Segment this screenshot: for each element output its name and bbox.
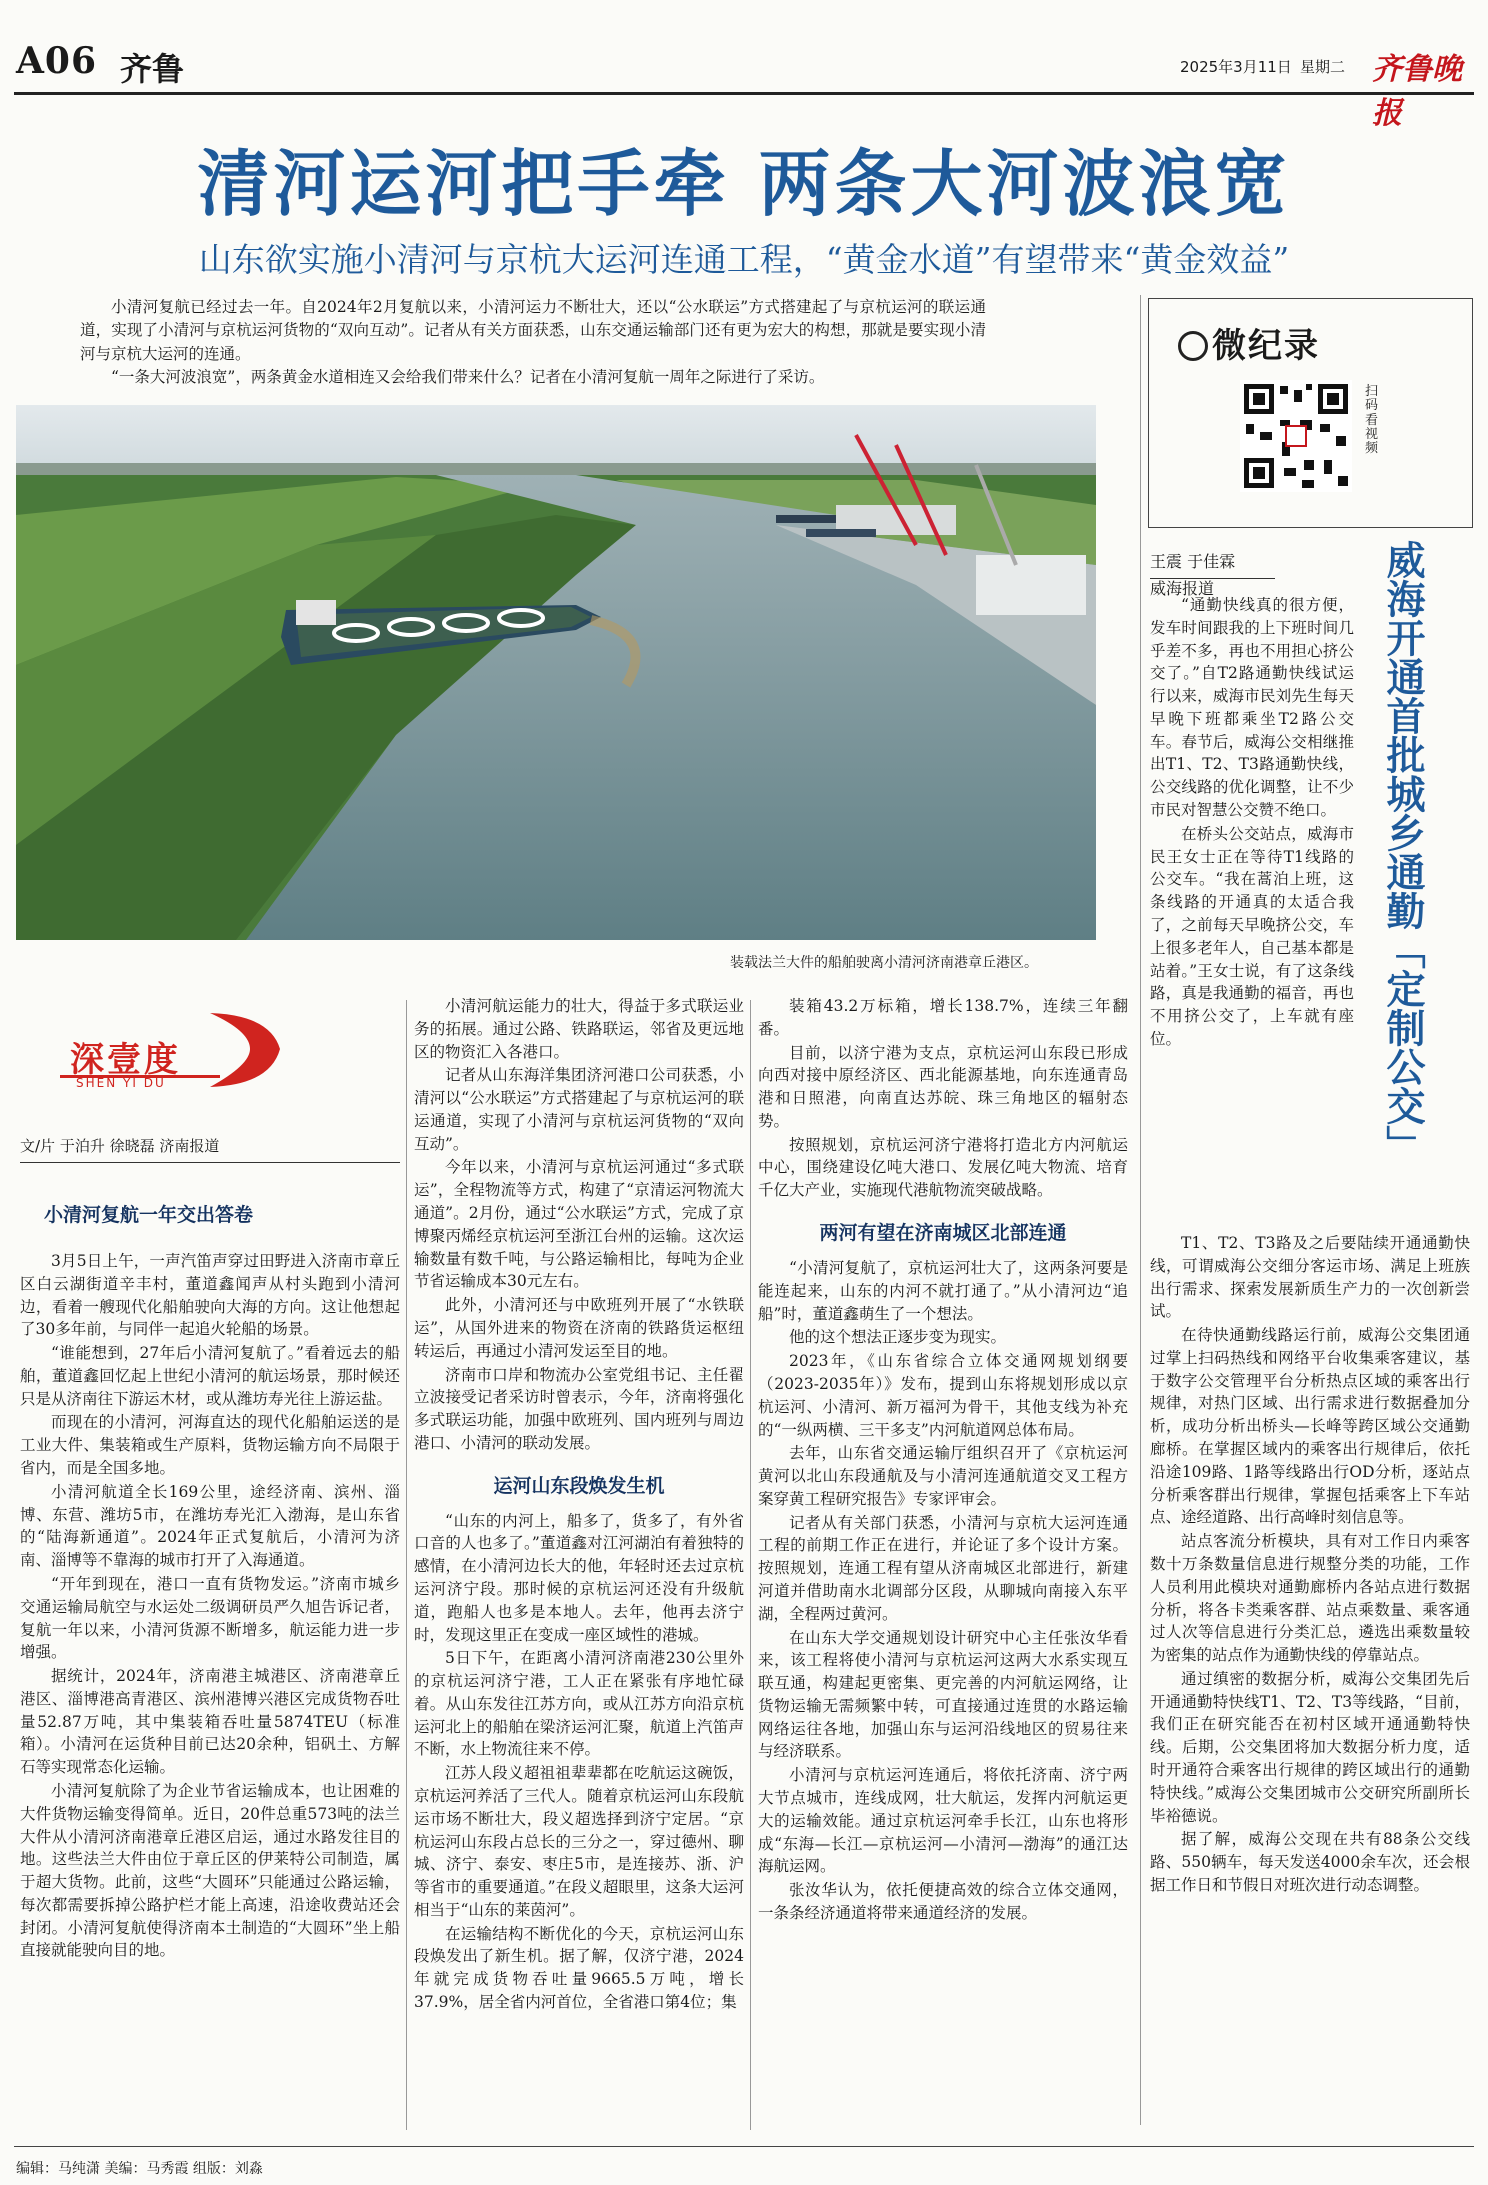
paragraph: 小清河复航除了为企业节省运输成本，也让困难的大件货物运输变得简单。近日，20件总重573吨的法兰大件从小清河济南港章丘港区启运，通过水路发往目的地。这些法兰大件由位于章丘区的伊莱特公司制造，属于超大货物。此前，这些“大圆环”只能通过公路运输，每次都需要拆掉公路护栏才能上高速，沿途收费站还会封闭。小清河复航使得济南本土制造的“大圆环”坐上船直接就能驶向目的地。 — [20, 1781, 400, 1960]
paragraph: 张汝华认为，依托便捷高效的综合立体交通网，一条条经济通道将带来通道经济的发展。 — [758, 1881, 1128, 1922]
issue-weekday: 星期二 — [1300, 58, 1346, 76]
paragraph: 据统计，2024年，济南港主城港区、济南港章丘港区、淄博港高青港区、滨州港博兴港区完成货物吞吐量52.87万吨，其中集装箱吞吐量5874TEU（标准箱）。小清河在运货种目前已达20余种，铝矾土、方解石等实现常态化运输。 — [20, 1667, 400, 1777]
paragraph: 此外，小清河还与中欧班列开展了“水铁联运”，从国外进来的物资在济南的铁路货运枢纽转运后，再通过小清河发运至目的地。 — [414, 1296, 744, 1360]
issue-date: 2025年3月11日 — [1180, 58, 1292, 76]
column-logo-text: 深壹度 — [70, 1040, 181, 1080]
byline: 文/片 于泊升 徐晓磊 济南报道 — [20, 1137, 220, 1155]
right-headline: 威海开通首批城乡通勤「定制公交」 — [1380, 540, 1426, 1164]
qr-code-icon[interactable] — [1240, 380, 1352, 492]
paragraph: 而现在的小清河，河海直达的现代化船舶运送的是工业大件、集装箱或生产原料，货物运输方向不局限于省内，而是全国多地。 — [20, 1413, 400, 1478]
paragraph: 2023年，《山东省综合立体交通网规划纲要（2023-2035年）》发布，提到山东将规划形成以京杭运河、小清河、新万福河为骨干，其他支线为补充的“一纵两横、三干多支”内河航道网总体布局。 — [758, 1352, 1128, 1439]
footer-credits: 编辑：马纯潇 美编：马秀霞 组版：刘淼 — [16, 2161, 263, 2177]
paragraph: 济南市口岸和物流办公室党组书记、主任翟立波接受记者采访时曾表示，今年，济南将强化多式联运功能，加强中欧班列、国内班列与周边港口、小清河的联动发展。 — [414, 1365, 744, 1452]
column-divider — [406, 1000, 407, 2130]
qr-hint: 扫码看视频 — [1365, 384, 1379, 457]
lead-para: “一条大河波浪宽”，两条黄金水道相连又会给我们带来什么？记者在小清河复航一周年之际进行了采访。 — [111, 367, 825, 386]
right-article-bottom — [1150, 1232, 1470, 2182]
page-number: A06 — [16, 40, 98, 82]
paragraph: “谁能想到，27年后小清河复航了。”看着远去的船舶，董道鑫回忆起上世纪小清河的航运场景，那时候还只是从济南往下游运木材，或从潍坊寿光往上游运盐。 — [20, 1344, 400, 1408]
lead-para: 小清河复航已经过去一年。自2024年2月复航以来，小清河运力不断壮大，还以“公水联运”方式搭建起了与京杭运河的联运通道，实现了小清河与京杭运河货物的“双向互动”。记者从有关方面获悉，山东交通运输部门还有更为宏大的构想，那就是要实现小清河与京杭大运河的连通。 — [80, 298, 986, 363]
paragraph: 按照规划，京杭运河济宁港将打造北方内河航运中心，围绕建设亿吨大港口、发展亿吨大物流、培育千亿大产业，实施现代港航物流突破战略。 — [758, 1135, 1128, 1200]
paragraph: 他的这个想法正逐步变为现实。 — [789, 1328, 1007, 1347]
paragraph: 通过缜密的数据分析，威海公交集团先后开通通勤特快线T1、T2、T3等线路，“目前，我们正在研究能否在初村区域开通通勤特快线。后期，公交集团将加大数据分析力度，适时开通符合乘客出行规律的跨区域出行的通勤特快线。”威海公交集团城市公交研究所副所长毕裕德说。 — [1150, 1669, 1470, 1825]
paragraph: 在山东大学交通规划设计研究中心主任张汝华看来，该工程将使小清河与京杭运河这两大水系实现互联互通，构建起更密集、更完善的内河航运网络，让货物运输无需频繁中转，可直接通过连贯的水路运输网络运往各地，加强山东与运河沿线地区的贸易往来与经济联系。 — [758, 1628, 1128, 1761]
camera-icon — [1178, 331, 1208, 361]
paragraph: 小清河航道全长169公里，途经济南、滨州、淄博、东营、潍坊5市，在潍坊寿光汇入渤海，是山东省的“陆海新通道”。2024年正式复航后，小清河为济南、淄博等不靠海的城市打开了入海通道。 — [20, 1482, 400, 1570]
paragraph: 江苏人段义超祖祖辈辈都在吃航运这碗饭，京杭运河养活了三代人。随着京杭运河山东段航运市场不断壮大，段义超选择到济宁定居。“京杭运河山东段占总长的三分之一，穿过德州、聊城、济宁、泰安、枣庄5市，是连接苏、浙、沪等省市的重要通道。”在段义超眼里，这条大运河相当于“山东的莱茵河”。 — [414, 1764, 744, 1919]
paragraph: 记者从有关部门获悉，小清河与京杭大运河连通工程的前期工作正在进行，并论证了多个设计方案。按照规划，连通工程有望从济南城区北部进行，新建河道并借助南水北调部分区段，从聊城向南接入东平湖，全程两过黄河。 — [758, 1513, 1128, 1623]
right-byline-place: 威海报道 — [1150, 579, 1215, 599]
river-port-photo — [16, 405, 1096, 940]
paragraph: 记者从山东海洋集团济河港口公司获悉，小清河以“公水联运”方式搭建起了与京杭运河的联运通道，实现了小清河与京杭运河货物的“双向互动”。 — [414, 1066, 744, 1153]
paragraph: 今年以来，小清河与京杭运河通过“多式联运”，全程物流等方式，构建了“京清运河物流大通道”。2月份，通过“公水联运”方式，完成了京博聚丙烯经京杭运河至浙江台州的运输。这次运输数量有数千吨，与公路运输相比，每吨为企业节省运输成本30元左右。 — [414, 1158, 744, 1291]
column-divider — [750, 1000, 751, 2130]
footer-rule — [14, 2146, 1474, 2147]
paragraph: 去年，山东省交通运输厅组织召开了《京杭运河黄河以北山东段通航及与小清河连通航道交叉工程方案穿黄工程研究报告》专家评审会。 — [758, 1444, 1128, 1508]
section-heading: 两河有望在济南城区北部连通 — [819, 1222, 1067, 1245]
byline-rule — [20, 1162, 400, 1163]
newspaper-logo: 齐鲁晚报 — [1372, 52, 1462, 131]
article-column-3 — [758, 995, 1128, 2185]
header-rule — [14, 92, 1474, 95]
column-divider — [1140, 295, 1141, 2125]
photo-caption: 装载法兰大件的船舶驶离小清河济南港章丘港区。 — [730, 955, 1038, 971]
article-column-1 — [20, 1250, 400, 2185]
paragraph: 装箱43.2万标箱，增长138.7%，连续三年翻番。 — [758, 997, 1128, 1038]
paragraph: 3月5日上午，一声汽笛声穿过田野进入济南市章丘区白云湖街道辛丰村，董道鑫闻声从村头跑到小清河边，看着一艘现代化船舶驶向大海的方向。这让他想起了30多年前，与同伴一起追火轮船的场景。 — [20, 1252, 400, 1339]
section-heading: 小清河复航一年交出答卷 — [44, 1204, 254, 1226]
paragraph: “小清河复航了，京杭运河壮大了，这两条河要是能连起来，山东的内河不就打通了。”从小清河边“追船”时，董道鑫萌生了一个想法。 — [758, 1259, 1128, 1323]
lead-paragraphs — [80, 296, 986, 389]
paragraph: “山东的内河上，船多了，货多了，有外省口音的人也多了。”董道鑫对江河湖泊有着独特的感情，在小清河边长大的他，年轻时还去过京杭运河济宁段。那时候的京杭运河还没有升级航道，跑船人也多是本地人。去年，他再去济宁时，发现这里正在变成一座区域性的港城。 — [414, 1511, 744, 1644]
main-headline: 清河运河把手牵 两条大河波浪宽 — [197, 141, 1291, 226]
paragraph: 5日下午，在距离小清河济南港230公里外的京杭运河济宁港，工人正在紧张有序地忙碌着。从山东发往江苏方向，或从江苏方向沿京杭运河北上的船舶在梁济运河汇聚，航道上汽笛声不断，水上物流往来不停。 — [414, 1649, 744, 1759]
byline-rule — [1150, 578, 1275, 579]
paragraph: 在运输结构不断优化的今天，京杭运河山东段焕发出了新生机。据了解，仅济宁港，2024年就完成货物吞吐量9665.5万吨，增长37.9%，居全省内河首位，全省港口第4位；集 — [414, 1924, 744, 2012]
paragraph: 在待快通勤线路运行前，威海公交集团通过掌上扫码热线和网络平台收集乘客建议，基于数字公交管理平台分析热点区域的乘客出行规律，对热门区域、出行需求进行数据叠加分析，成功分析出桥头—长峰等跨区域公交通勤廊桥。在掌握区域内的乘客出行规律后，依托沿途109路、1路等线路出行OD分析，逐站点分析乘客群出行规律，掌握包括乘客上下车站点、途经道路、出行高峰时刻信息等。 — [1150, 1326, 1470, 1527]
article-column-2 — [414, 995, 744, 2185]
right-byline-authors: 王震 于佳霖 — [1150, 552, 1236, 571]
paragraph: T1、T2、T3路及之后要陆续开通通勤快线，可谓威海公交细分客运市场、满足上班族出行需求、探索发展新质生产力的一次创新尝试。 — [1150, 1234, 1470, 1321]
section-heading: 运河山东段焕发生机 — [493, 1474, 665, 1497]
sub-headline: 山东欲实施小清河与京杭大运河连通工程，“黄金水道”有望带来“黄金效益” — [198, 240, 1290, 279]
paragraph: 据了解，威海公交现在共有88条公交线路、550辆车，每天发送4000余车次，还会根据工作日和节假日对班次进行动态调整。 — [1150, 1830, 1470, 1894]
paragraph: 小清河航运能力的壮大，得益于多式联运业务的拓展。通过公路、铁路联运，邻省及更远地区的物资汇入各港口。 — [414, 997, 744, 1061]
micro-doc-title — [1178, 318, 1320, 367]
paragraph: 在桥头公交站点，威海市民王女士正在等待T1线路的公交车。“我在蒿泊上班，这条线路的开通真的太适合我了，之前每天早晚挤公交，车上很多老年人，自己基本都是站着。”王女士说，有了这条线路，真是我通勤的福音，再也不用挤公交了，上车就有座位。 — [1150, 824, 1354, 1048]
paragraph: 小清河与京杭运河连通后，将依托济南、济宁两大节点城市，连线成网，壮大航运，发挥内河航运更大的运输效能。通过京杭运河牵手长江，山东也将形成“东海—长江—京杭运河—小清河—渤海”的通江达海航运网。 — [758, 1766, 1128, 1876]
micro-doc-label: 微纪录 — [1212, 326, 1320, 366]
paragraph: “通勤快线真的很方便，发车时间跟我的上下班时间几乎差不多，再也不用担心挤公交了。”自T2路通勤快线试运行以来，威海市民刘先生每天早晚下班都乘坐T2路公交车。春节后，威海公交相继推出T1、T2、T3路通勤快线，公交线路的优化调整，让不少市民对智慧公交赞不绝口。 — [1150, 596, 1354, 820]
column-logo-pinyin: SHEN YI DU — [76, 1076, 166, 1090]
right-article-top — [1150, 594, 1354, 1244]
section-name: 齐鲁 — [120, 50, 185, 88]
paragraph: 目前，以济宁港为支点，京杭运河山东段已形成向西对接中原经济区、西北能源基地，向东连通青岛港和日照港，向南直达苏皖、珠三角地区的辐射态势。 — [758, 1043, 1128, 1130]
paragraph: 站点客流分析模块，具有对工作日内乘客数十万条数量信息进行规整分类的功能，工作人员利用此模块对通勤廊桥内各站点进行数据分析，将各卡类乘客群、站点乘数量、乘客通过人次等信息进行分类汇总，遴选出乘数量较为密集的站点作为通勤快线的停靠站点。 — [1150, 1532, 1470, 1665]
paragraph: “开年到现在，港口一直有货物发运。”济南市城乡交通运输局航空与水运处二级调研员严久旭告诉记者，复航一年以来，小清河货源不断增多，航运能力进一步增强。 — [20, 1574, 400, 1662]
